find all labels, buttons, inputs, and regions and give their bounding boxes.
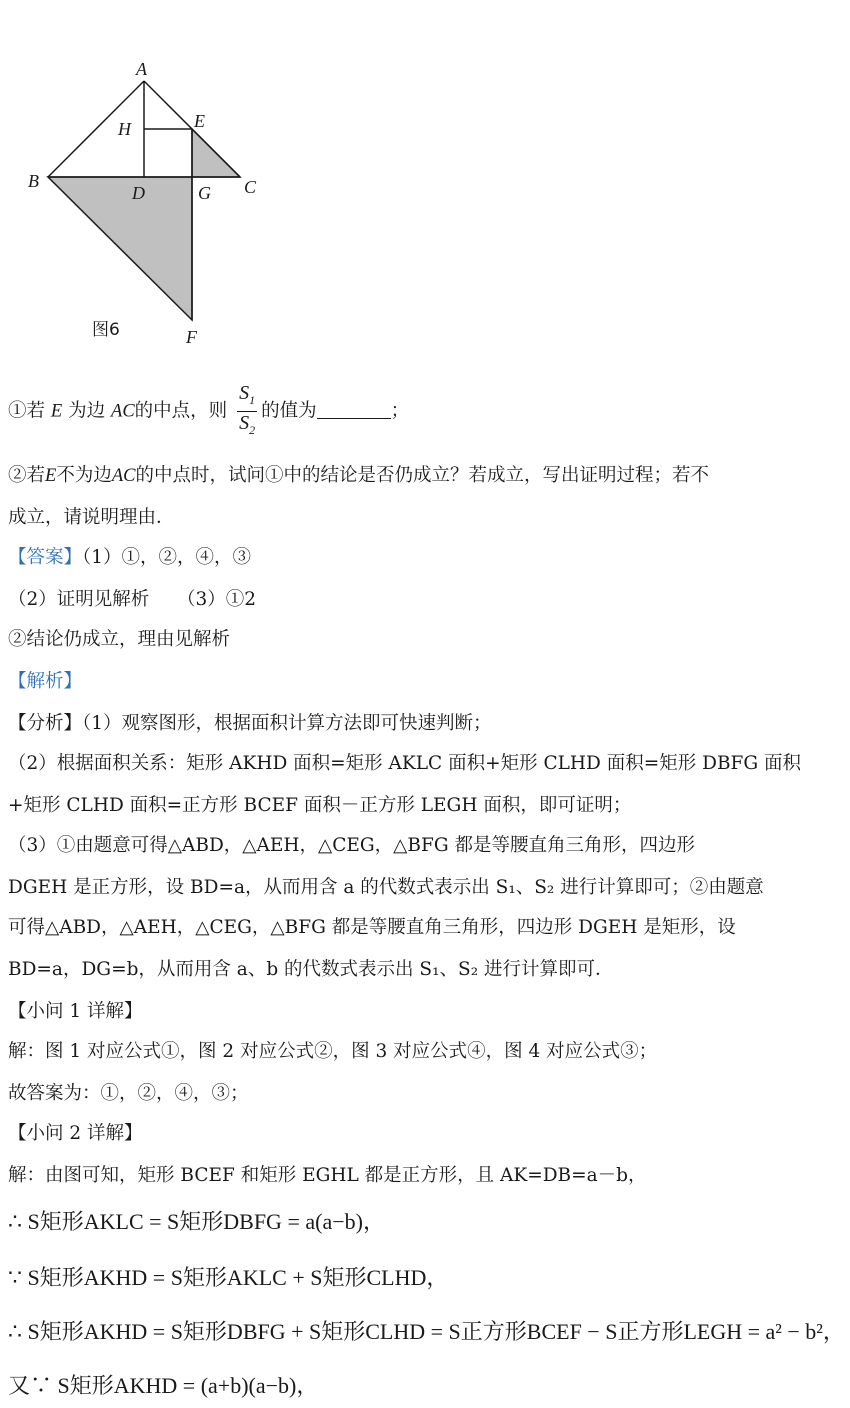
- sub1-line-2: 故答案为：①，②，④，③；: [8, 1083, 249, 1104]
- analysis-fenxi: 【分析】（1）观察图形，根据面积计算方法即可快速判断；: [8, 713, 492, 734]
- q1-prefix: ①若: [8, 400, 46, 422]
- q2-segment-ac: AC: [111, 466, 136, 486]
- equation-2: ∵ S矩形AKHD = S矩形AKLC + S矩形CLHD，: [8, 1265, 449, 1290]
- analysis-p3-line-3: 可得△ABD，△AEH，△CEG，△BFG 都是等腰直角三角形，四边形 DGEH 是矩形，设: [8, 917, 736, 938]
- fraction-numerator: $S_1$: [237, 382, 257, 412]
- sub1-line-1: 解：图 1 对应公式①，图 2 对应公式②，图 3 对应公式④，图 4 对应公式③；: [8, 1041, 658, 1062]
- answer-line-1: [8, 546, 251, 570]
- answer-line-2: （2）证明见解析 （3）①2: [8, 589, 257, 610]
- sub2-title: 【小问 2 详解】: [8, 1123, 143, 1144]
- figure-caption: 图6: [92, 320, 120, 340]
- analysis-p3-line-4: BD=a，DG=b，从而用含 a、b 的代数式表示出 S₁、S₂ 进行计算即可．: [8, 959, 614, 980]
- analysis-p3-line-1: （3）①由题意可得△ABD，△AEH，△CEG，△BFG 都是等腰直角三角形，四边形: [8, 835, 695, 856]
- q2-text-a: ②若: [8, 465, 46, 486]
- sub2-line-1: 解：由图可知，矩形 BCEF 和矩形 EGHL 都是正方形，且 AK=DB=a－b，: [8, 1165, 647, 1186]
- equation-3: ∴ S矩形AKHD = S矩形DBFG + S矩形CLHD = S正方形BCEF − S正方形LEGH = a² − b²，: [8, 1319, 845, 1344]
- q1-suffix: 的值为: [261, 400, 317, 422]
- label-c: C: [244, 177, 257, 197]
- question-2-line-1: [8, 464, 709, 488]
- label-g: G: [198, 183, 211, 203]
- answer-text-1: （1）①，②，④，③: [82, 547, 252, 568]
- label-h: H: [118, 119, 131, 139]
- q1-point-e: E: [50, 401, 63, 422]
- question-2-line-2: 成立，请说明理由．: [8, 507, 175, 528]
- analysis-p2-line-1: （2）根据面积关系：矩形 AKHD 面积=矩形 AKLC 面积+矩形 CLHD 面积=矩形 DBFG 面积: [8, 753, 802, 774]
- q1-mid2: 的中点，则: [134, 400, 228, 422]
- analysis-p3-line-2: DGEH 是正方形，设 BD=a，从而用含 a 的代数式表示出 S₁、S₂ 进行计算即可；②由题意: [8, 877, 764, 898]
- label-a: A: [136, 59, 147, 79]
- question-1: [8, 382, 409, 441]
- q1-end: ；: [390, 400, 410, 422]
- q1-segment-ac: AC: [111, 401, 135, 422]
- q2-text-b: 不为边: [56, 465, 112, 486]
- answer-blank: [317, 400, 391, 419]
- equation-1: ∴ S矩形AKLC = S矩形DBFG = a(a−b)，: [8, 1209, 385, 1234]
- label-e: E: [194, 111, 205, 131]
- equation-4: 又∵ S矩形AKHD = (a+b)(a−b)，: [8, 1373, 319, 1398]
- label-b: B: [28, 171, 39, 191]
- fraction-s1-s2: [237, 382, 257, 441]
- analysis-tag: 【解析】: [8, 671, 83, 692]
- label-f: F: [186, 327, 197, 347]
- fraction-denominator: $S_2$: [239, 412, 256, 437]
- shaded-triangle-bfg: [48, 177, 192, 320]
- q1-mid1: 为边: [68, 400, 106, 422]
- q2-text-c: 的中点时，试问①中的结论是否仍成立？若成立，写出证明过程；若不: [135, 465, 709, 486]
- sub1-title: 【小问 1 详解】: [8, 1001, 143, 1022]
- label-d: D: [132, 183, 145, 203]
- answer-tag: 【答案】: [8, 547, 83, 568]
- answer-line-3: ②结论仍成立，理由见解析: [8, 629, 231, 650]
- q2-point-e: E: [45, 466, 57, 486]
- analysis-p2-line-2: +矩形 CLHD 面积=正方形 BCEF 面积－正方形 LEGH 面积，即可证明；: [8, 795, 632, 816]
- figure-6: [20, 55, 280, 355]
